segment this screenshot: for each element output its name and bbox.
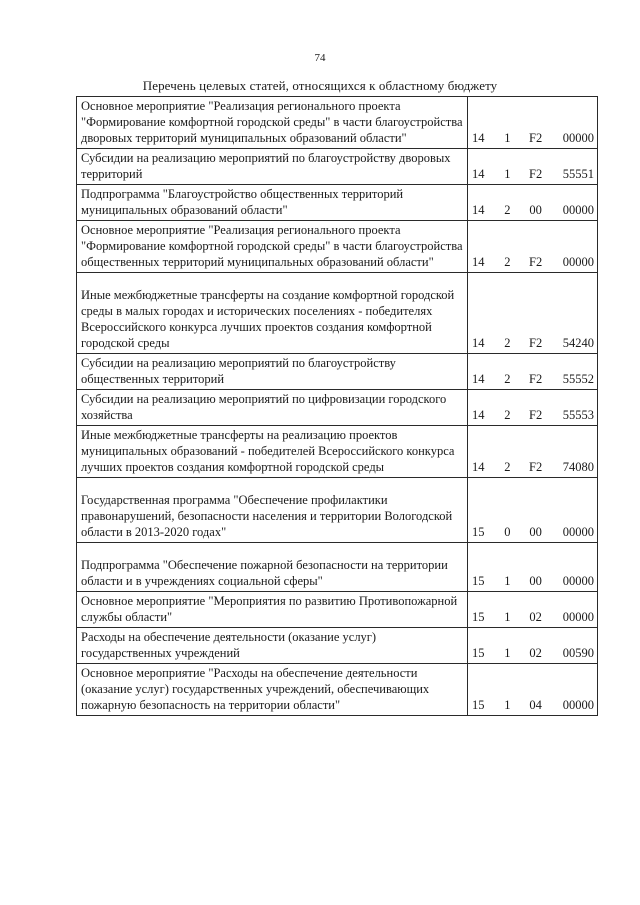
- table-row: [77, 185, 598, 221]
- code-direction: 00000: [562, 525, 594, 539]
- table-row: [77, 478, 598, 543]
- table-row: [77, 592, 598, 628]
- row-name: Субсидии на реализацию мероприятий по благоустройству общественных территорий: [77, 354, 468, 390]
- row-name: Иные межбюджетные трансферты на реализацию проектов муниципальных образований - победителей Всероссийского конкурса лучших проектов создания комфортной городской среды: [77, 426, 468, 478]
- target-articles-table: [76, 96, 598, 716]
- code-direction: 55553: [562, 408, 594, 422]
- code-program: 15: [472, 574, 485, 588]
- page-number: 74: [314, 52, 326, 64]
- row-code: [468, 149, 598, 185]
- code-direction: 55551: [562, 167, 594, 181]
- code-event: 02: [529, 646, 542, 660]
- code-program: 14: [472, 167, 485, 181]
- code-subprogram: 1: [504, 167, 511, 181]
- code-subprogram: 2: [504, 372, 511, 386]
- code-subprogram: 2: [504, 336, 511, 350]
- row-name: Субсидии на реализацию мероприятий по цифровизации городского хозяйства: [77, 390, 468, 426]
- code-direction: 00000: [562, 698, 594, 712]
- row-code: [468, 628, 598, 664]
- code-program: 14: [472, 336, 485, 350]
- code-program: 14: [472, 131, 485, 145]
- row-code: [468, 354, 598, 390]
- code-program: 15: [472, 525, 485, 539]
- code-program: 14: [472, 255, 485, 269]
- code-event: 00: [529, 525, 542, 539]
- table-row: [77, 97, 598, 149]
- code-program: 14: [472, 460, 485, 474]
- code-subprogram: 1: [504, 646, 511, 660]
- table-row: [77, 149, 598, 185]
- code-program: 15: [472, 698, 485, 712]
- table-row: [77, 426, 598, 478]
- row-code: [468, 185, 598, 221]
- code-direction: 55552: [562, 372, 594, 386]
- row-code: [468, 221, 598, 273]
- code-subprogram: 1: [504, 131, 511, 145]
- table-body: [77, 97, 598, 716]
- code-subprogram: 1: [504, 610, 511, 624]
- table-row: [77, 628, 598, 664]
- table-row: [77, 664, 598, 716]
- code-direction: 00000: [562, 255, 594, 269]
- table-title: Перечень целевых статей, относящихся к областному бюджету: [142, 78, 498, 93]
- code-event: 02: [529, 610, 542, 624]
- row-name: Подпрограмма "Обеспечение пожарной безопасности на территории области и в учреждениях социальной сферы": [77, 543, 468, 592]
- table-row: [77, 543, 598, 592]
- code-subprogram: 0: [504, 525, 511, 539]
- code-direction: 00590: [562, 646, 594, 660]
- row-name: Основное мероприятие "Реализация регионального проекта "Формирование комфортной городской среды" в части благоустройства дворовых территорий муниципальных образований области": [77, 97, 468, 149]
- code-program: 15: [472, 610, 485, 624]
- row-code: [468, 478, 598, 543]
- code-event: F2: [529, 255, 543, 269]
- code-program: 15: [472, 646, 485, 660]
- row-name: Субсидии на реализацию мероприятий по благоустройству дворовых территорий: [77, 149, 468, 185]
- code-event: F2: [529, 131, 543, 145]
- code-subprogram: 2: [504, 255, 511, 269]
- code-event: F2: [529, 372, 543, 386]
- code-subprogram: 1: [504, 698, 511, 712]
- code-event: 00: [529, 574, 542, 588]
- row-name: Подпрограмма "Благоустройство общественных территорий муниципальных образований области": [77, 185, 468, 221]
- row-name: Расходы на обеспечение деятельности (оказание услуг) государственных учреждений: [77, 628, 468, 664]
- row-name: Основное мероприятие "Мероприятия по развитию Противопожарной службы области": [77, 592, 468, 628]
- code-direction: 00000: [562, 574, 594, 588]
- code-event: 04: [529, 698, 542, 712]
- row-code: [468, 97, 598, 149]
- table-row: [77, 390, 598, 426]
- code-program: 14: [472, 372, 485, 386]
- code-subprogram: 2: [504, 408, 511, 422]
- code-event: F2: [529, 167, 543, 181]
- table-row: [77, 221, 598, 273]
- table-row: [77, 354, 598, 390]
- code-direction: 00000: [562, 131, 594, 145]
- row-code: [468, 426, 598, 478]
- code-direction: 00000: [562, 203, 594, 217]
- code-subprogram: 1: [504, 574, 511, 588]
- row-name: Государственная программа "Обеспечение профилактики правонарушений, безопасности населения и территории Вологодской области в 2013-2020 годах": [77, 478, 468, 543]
- code-direction: 00000: [562, 610, 594, 624]
- table-row: [77, 273, 598, 354]
- row-code: [468, 664, 598, 716]
- row-code: [468, 390, 598, 426]
- row-name: Основное мероприятие "Реализация регионального проекта "Формирование комфортной городской среды" в части благоустройства общественных территорий муниципальных образований области": [77, 221, 468, 273]
- code-subprogram: 2: [504, 203, 511, 217]
- code-event: F2: [529, 460, 543, 474]
- code-event: F2: [529, 336, 543, 350]
- code-event: 00: [529, 203, 542, 217]
- row-name: Иные межбюджетные трансферты на создание комфортной городской среды в малых городах и исторических поселениях - победителях Всероссийского конкурса лучших проектов создания комфортной городской среды: [77, 273, 468, 354]
- code-event: F2: [529, 408, 543, 422]
- row-name: Основное мероприятие "Расходы на обеспечение деятельности (оказание услуг) государственных учреждений, обеспечивающих пожарную безопасность на территории области": [77, 664, 468, 716]
- code-subprogram: 2: [504, 460, 511, 474]
- row-code: [468, 273, 598, 354]
- code-direction: 54240: [562, 336, 594, 350]
- row-code: [468, 543, 598, 592]
- code-direction: 74080: [562, 460, 594, 474]
- code-program: 14: [472, 408, 485, 422]
- row-code: [468, 592, 598, 628]
- code-program: 14: [472, 203, 485, 217]
